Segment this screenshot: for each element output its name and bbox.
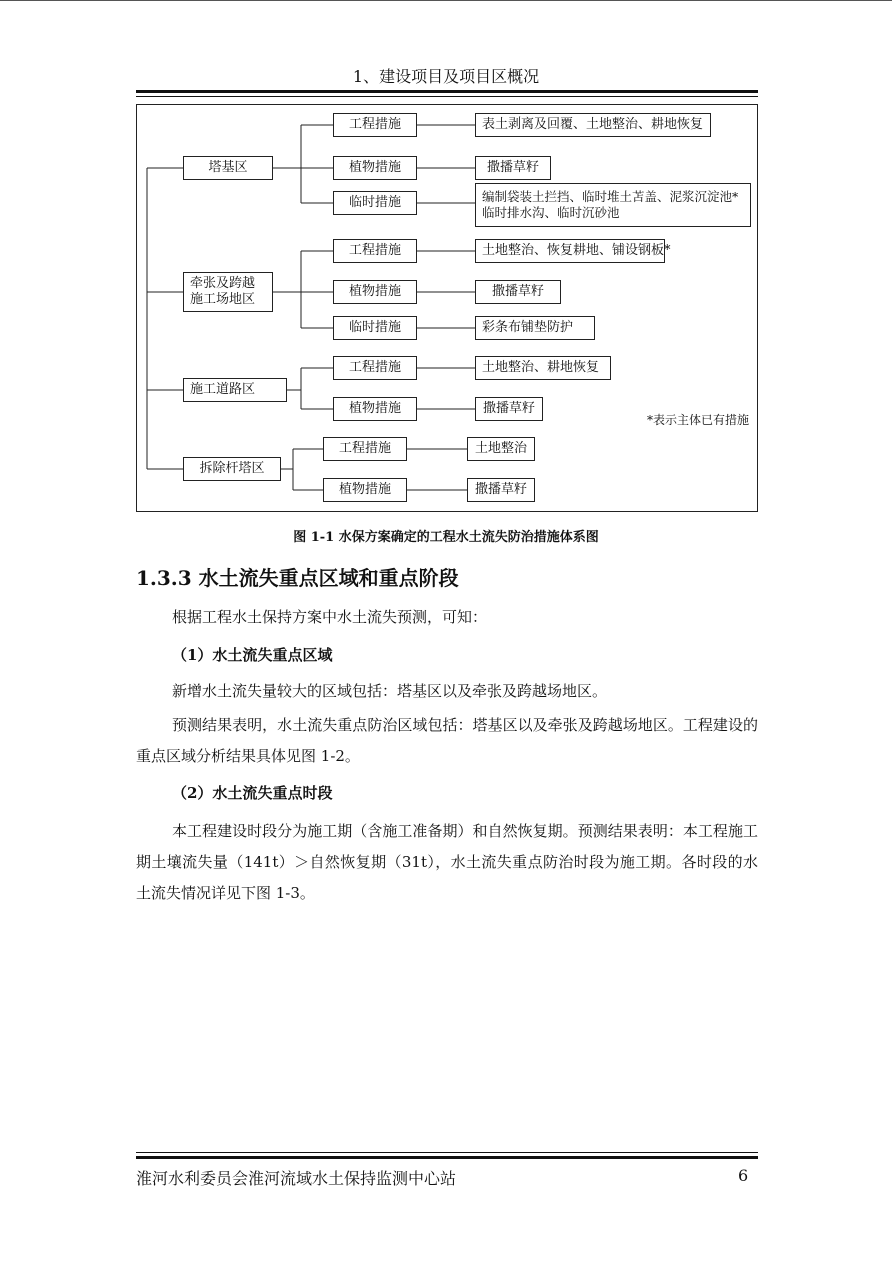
measure-type-label: 工程措施 — [348, 242, 401, 258]
measure-detail-box — [475, 113, 711, 137]
measure-type-box — [333, 239, 417, 263]
measure-type-label: 植物措施 — [348, 400, 401, 416]
header-rule-thin — [136, 96, 758, 97]
measure-system-diagram — [136, 104, 758, 512]
measure-detail-box — [467, 478, 535, 502]
measure-detail-box — [475, 397, 543, 421]
measure-type-box — [333, 316, 417, 340]
diagram-note: *表示主体已有措施 — [647, 413, 750, 427]
paragraph-key-periods: 本工程建设时段分为施工期（含施工准备期）和自然恢复期。预测结果表明：本工程施工期土壤流失量（141t）＞自然恢复期（31t），水土流失重点防治时段为施工期。各时段的水土流失情况详见下图 1-3。 — [136, 822, 758, 902]
measure-detail-box — [475, 280, 561, 304]
measure-type-box — [323, 437, 407, 461]
measure-detail-text: 表土剥离及回覆、土地整治、耕地恢复 — [482, 116, 704, 132]
page-number: 6 — [738, 1166, 749, 1185]
subheading-key-periods: （2）水土流失重点时段 — [172, 784, 333, 802]
measure-type-box — [333, 356, 417, 380]
measure-type-label: 临时措施 — [348, 194, 401, 210]
measure-detail-box — [475, 156, 551, 180]
paragraph-new-loss-areas: 新增水土流失量较大的区域包括：塔基区以及牵张及跨越场地区。 — [172, 682, 608, 700]
intro-paragraph: 根据工程水土保持方案中水土流失预测，可知： — [172, 608, 488, 626]
area-label-line2: 施工场地区 — [190, 292, 256, 307]
measure-detail-box — [475, 183, 751, 227]
measure-type-label: 植物措施 — [338, 481, 391, 497]
measure-detail-text: 撒播草籽 — [474, 481, 527, 497]
measure-type-box — [323, 478, 407, 502]
measure-type-box — [333, 397, 417, 421]
top-border — [0, 0, 892, 1]
area-label: 拆除杆塔区 — [199, 460, 265, 476]
measure-detail-box — [475, 316, 595, 340]
measure-detail-text: 撒播草籽 — [482, 400, 535, 416]
header-rule-thick — [136, 90, 758, 93]
measure-detail-text: 土地整治、恢复耕地、铺设钢板* — [482, 242, 671, 258]
measure-type-label: 植物措施 — [348, 159, 401, 175]
area-box-tower-base — [183, 156, 273, 180]
subheading-key-areas: （1）水土流失重点区域 — [172, 646, 333, 664]
measure-detail-line1: 编制袋装土拦挡、临时堆土苫盖、泥浆沉淀池* — [482, 189, 739, 205]
measure-type-label: 工程措施 — [348, 116, 401, 132]
measure-type-box — [333, 191, 417, 215]
measure-detail-text: 撒播草籽 — [491, 283, 544, 299]
measure-type-box — [333, 156, 417, 180]
measure-type-label: 临时措施 — [348, 319, 401, 335]
paragraph-key-prevention-areas: 预测结果表明，水土流失重点防治区域包括：塔基区以及牵张及跨越场地区。工程建设的重点区域分析结果具体见图 1-2。 — [136, 716, 758, 765]
measure-detail-text: 彩条布铺垫防护 — [482, 319, 574, 335]
footer-rule-thin — [136, 1152, 758, 1153]
area-box-tower-removal — [183, 457, 281, 481]
measure-detail-box — [467, 437, 535, 461]
footer-rule-thick — [136, 1156, 758, 1159]
measure-type-label: 工程措施 — [338, 440, 391, 456]
measure-type-label: 工程措施 — [348, 359, 401, 375]
measure-detail-text: 撒播草籽 — [486, 159, 539, 175]
area-box-construction-road — [183, 378, 287, 402]
measure-detail-line2: 临时排水沟、临时沉砂池 — [482, 205, 620, 220]
measure-type-box — [333, 113, 417, 137]
measure-detail-text: 土地整治 — [474, 440, 527, 456]
measure-type-box — [333, 280, 417, 304]
area-label-line1: 牵张及跨越 — [190, 275, 256, 291]
section-heading: 1.3.3 水土流失重点区域和重点阶段 — [136, 566, 459, 590]
area-box-tension-site — [183, 272, 273, 312]
area-label: 塔基区 — [208, 159, 248, 175]
measure-type-label: 植物措施 — [348, 283, 401, 299]
running-header: 1、建设项目及项目区概况 — [352, 67, 540, 86]
figure-caption: 图 1-1 水保方案确定的工程水土流失防治措施体系图 — [293, 530, 599, 545]
measure-detail-box — [475, 356, 611, 380]
measure-detail-text: 土地整治、耕地恢复 — [482, 359, 600, 375]
measure-detail-box — [475, 239, 671, 263]
area-label: 施工道路区 — [190, 381, 256, 397]
footer-organization: 淮河水利委员会淮河流域水土保持监测中心站 — [136, 1169, 457, 1188]
